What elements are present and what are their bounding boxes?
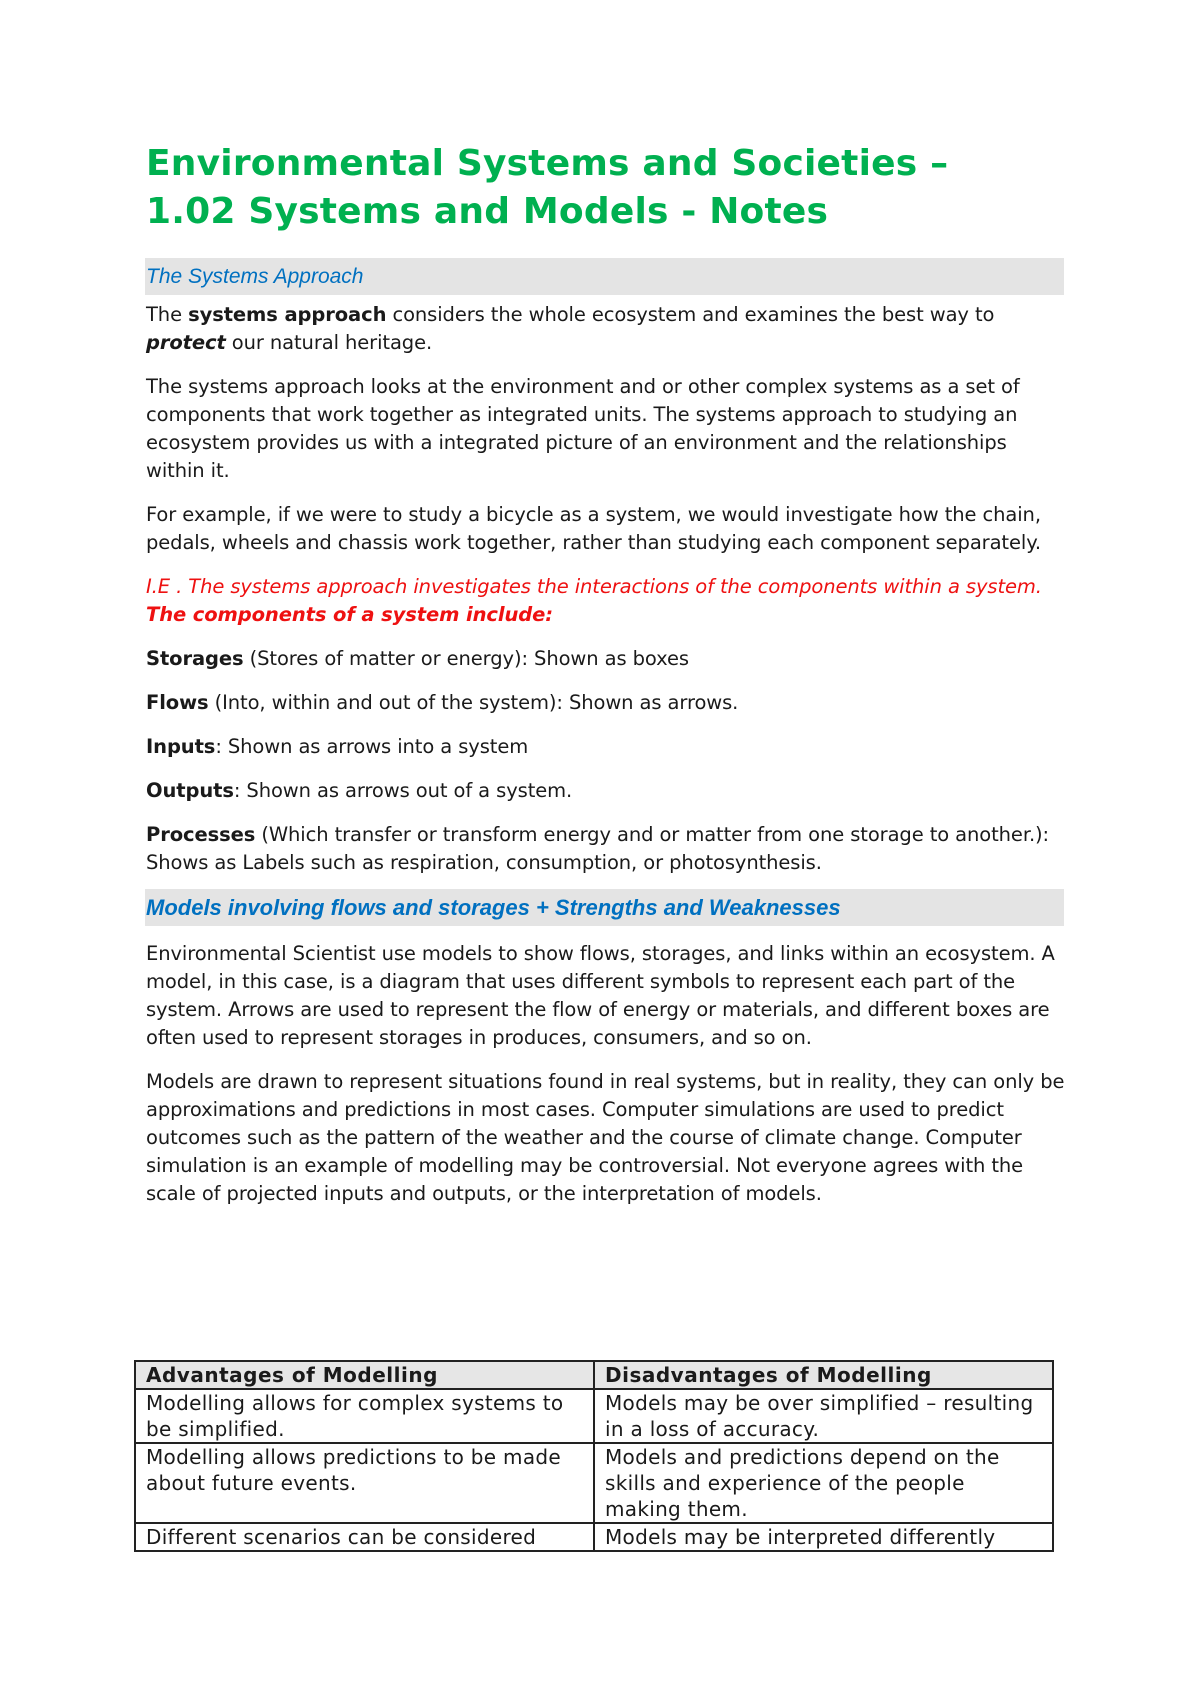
table-cell: Models may be interpreted differently [594, 1523, 1053, 1551]
table-cell: Models and predictions depend on the skills and experience of the people making them. [594, 1443, 1053, 1523]
table-header-row [135, 1361, 1053, 1389]
section-heading-models [145, 889, 1064, 926]
paragraph-models-limitations: Models are drawn to represent situations found in real systems, but in reality, they can only be approximations and predictions in most cases. Computer simulations are used to predict outcomes such as the pattern of the weather and the course of climate change. Computer simulation is an example of modelling may be controversial. Not everyone agrees with the scale of projected inputs and outputs, or the interpretation of models. [146, 1070, 1065, 1205]
page-title [146, 140, 1066, 236]
table-row [135, 1443, 1053, 1523]
component-inputs: Inputs: Shown as arrows into a system [146, 735, 529, 758]
table-row [135, 1389, 1053, 1443]
bold-term: systems approach [188, 303, 387, 326]
paragraph-bicycle-example: For example, if we were to study a bicycle as a system, we would investigate how the chain, pedals, wheels and chassis work together, rather than studying each component separately. [146, 503, 1041, 554]
paragraph-ie-note: I.E . The systems approach investigates the interactions of the components within a system. The components of a system include: [146, 575, 1042, 626]
title-line-1: Environmental Systems and Societies – [146, 143, 949, 184]
component-outputs: Outputs: Shown as arrows out of a system. [146, 779, 573, 802]
paragraph-systems-approach-definition: The systems approach looks at the environment and or other complex systems as a set of components that work together as integrated units. The systems approach to studying an ecosystem provides us with a integrated picture of an environment and the relationships within it. [146, 375, 1020, 482]
component-flows: Flows (Into, within and out of the system): Shown as arrows. [146, 691, 739, 714]
table-cell: Modelling allows predictions to be made about future events. [135, 1443, 594, 1523]
table-cell: Models may be over simplified – resulting in a loss of accuracy. [594, 1389, 1053, 1443]
table-cell: Different scenarios can be considered [135, 1523, 594, 1551]
section-heading-text: The Systems Approach [146, 264, 364, 288]
component-processes: Processes (Which transfer or transform energy and or matter from one storage to another.): Shows as Labels such as respiration, consumption, or photosynthesis. [146, 823, 1050, 874]
paragraph-systems-approach-intro: The systems approach considers the whole ecosystem and examines the best way to protect our natural heritage. [146, 303, 995, 354]
header-advantages: Advantages of Modelling [135, 1361, 594, 1389]
title-line-2: 1.02 Systems and Models - Notes [146, 191, 829, 232]
components-intro: The components of a system include: [146, 603, 553, 626]
advantages-disadvantages-table [134, 1360, 1054, 1552]
bold-italic-term: protect [146, 331, 226, 354]
header-disadvantages: Disadvantages of Modelling [594, 1361, 1053, 1389]
section-heading-systems-approach [145, 258, 1064, 295]
section-heading-text: Models involving flows and storages + Strengths and Weaknesses [146, 894, 841, 920]
table-cell: Modelling allows for complex systems to be simplified. [135, 1389, 594, 1443]
paragraph-models-definition: Environmental Scientist use models to show flows, storages, and links within an ecosystem. A model, in this case, is a diagram that uses different symbols to represent each part of the system. Arrows are used to represent the flow of energy or materials, and different boxes are often used to represent storages in produces, consumers, and so on. [146, 942, 1055, 1049]
component-storages: Storages (Stores of matter or energy): Shown as boxes [146, 647, 689, 670]
table-row [135, 1523, 1053, 1551]
document-page [146, 140, 1066, 1208]
